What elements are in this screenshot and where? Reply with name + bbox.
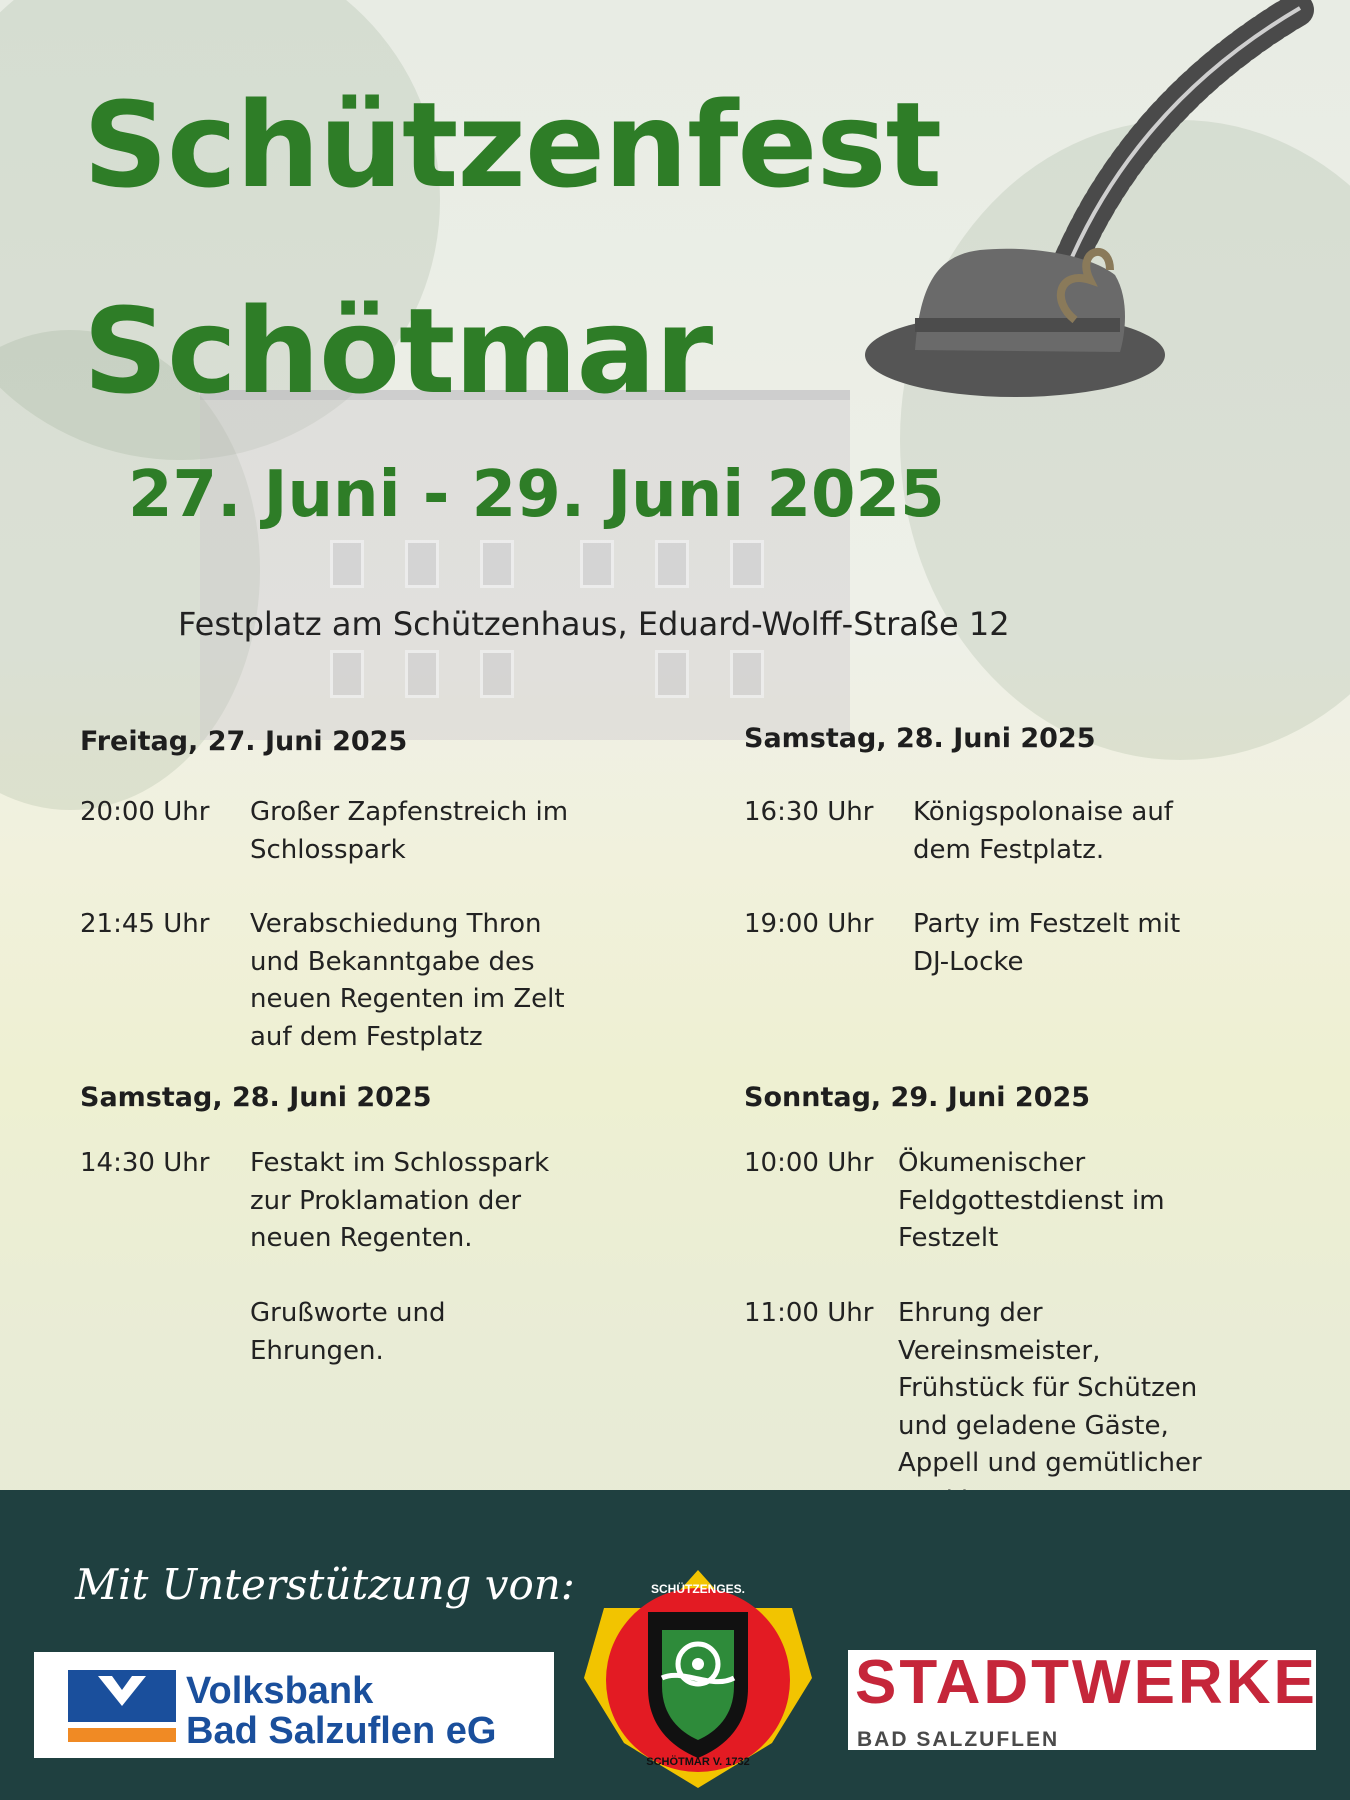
event-address: Festplatz am Schützenhaus, Eduard-Wolff-Straße 12 [178, 605, 1010, 643]
event-title-line2: Schötmar [83, 282, 713, 420]
day-heading: Samstag, 28. Juni 2025 [80, 1082, 432, 1113]
volksbank-name: Volksbank [186, 1670, 374, 1712]
event-description: Verabschiedung Thron und Bekanntgabe des neuen Regenten im Zelt auf dem Festplatz [250, 909, 565, 1052]
event-description: Großer Zapfenstreich im Schlosspark [250, 797, 569, 865]
event-title-line1: Schützenfest [83, 76, 942, 214]
stadtwerke-name: STADTWERKE [855, 1648, 1318, 1717]
event-time: 14:30 Uhr [80, 1148, 210, 1178]
castle-building [200, 390, 850, 740]
stadtwerke-city: BAD SALZUFLEN [857, 1728, 1060, 1751]
event-time: 11:00 Uhr [744, 1298, 874, 1328]
event-dates: 27. Juni - 29. Juni 2025 [128, 458, 945, 532]
event-description: Ökumenischer Feldgottestdienst im Festzelt [898, 1148, 1165, 1253]
day-heading: Samstag, 28. Juni 2025 [744, 723, 1096, 754]
club-crest [582, 1568, 814, 1790]
volksbank-logo-icon [68, 1670, 176, 1742]
day-heading: Freitag, 27. Juni 2025 [80, 726, 408, 757]
day-heading: Sonntag, 29. Juni 2025 [744, 1082, 1091, 1113]
event-time: 10:00 Uhr [744, 1148, 874, 1178]
event-description: Party im Festzelt mit DJ-Locke [913, 909, 1181, 977]
club-crest-top-text: SCHÜTZENGES. [650, 1582, 745, 1596]
event-description: Ehrung der Vereinsmeister, Frühstück für Schützen und geladene Gäste, Appell und gemütlicher [898, 1298, 1202, 1478]
event-description: Festakt im Schlosspark zur Proklamation der neuen Regenten. Grußworte und Ehrungen. [250, 1148, 550, 1366]
support-label: Mit Unterstützung von: [75, 1560, 575, 1609]
event-description: Königspolonaise auf dem Festplatz. [913, 797, 1173, 865]
club-crest-bottom-text: SCHÖTMAR V. 1732 [646, 1756, 750, 1768]
event-time: 16:30 Uhr [744, 797, 874, 827]
volksbank-city: Bad Salzuflen eG [186, 1710, 497, 1752]
event-time: 21:45 Uhr [80, 909, 210, 939]
event-time: 20:00 Uhr [80, 797, 210, 827]
volksbank-logo [34, 1652, 554, 1758]
event-time: 19:00 Uhr [744, 909, 874, 939]
